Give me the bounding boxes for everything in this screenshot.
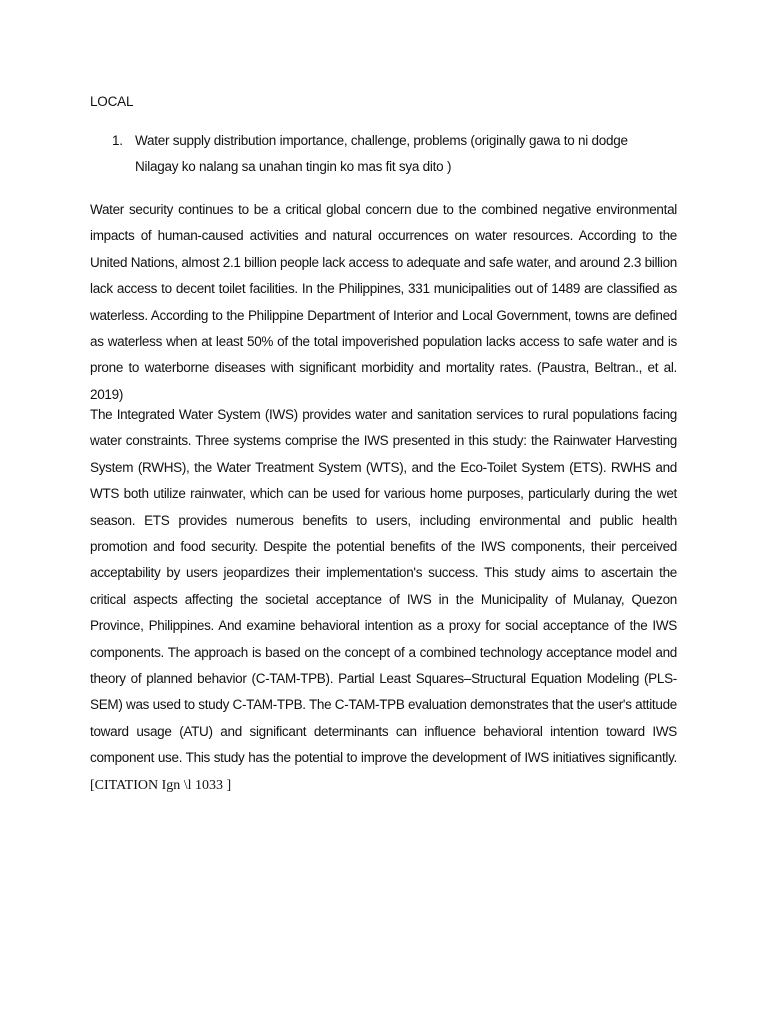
list-item [112, 128, 672, 180]
numbered-list [112, 128, 672, 180]
paragraph-water-security [90, 197, 677, 408]
paragraph-text: The Integrated Water System (IWS) provides water and sanitation services to rural populations facing water constraints. Three systems comprise the IWS presented in this study: the Rainwater Harvesting System (RWHS), the Water Treatment System (WTS), and the Eco-Toilet System (ETS). RWHS and WTS both utilize rainwater, which can be used for various home purposes, particularly during the wet season. ETS provides numerous benefits to users, including environmental and public health promotion and food security. Despite the potential benefits of the IWS components, their perceived acceptability by users jeopardizes their implementation's success. This study aims to ascertain the critical aspects affecting the societal acceptance of IWS in the Municipality of Mulanay, Quezon Province, Philippines. And examine behavioral intention as a proxy for social acceptance of the IWS components. The approach is based on the concept of a combined technology acceptance model and theory of planned behavior (C-TAM-TPB). Partial Least Squares–Structural Equation Modeling (PLS-SEM) was used to study C-TAM-TPB. The C-TAM-TPB evaluation demonstrates that the user's attitude toward usage (ATU) and significant determinants can influence behavioral intention toward IWS component use. This study has the potential to improve the development of IWS initiatives significantly. [90, 407, 677, 766]
list-item-line-1: Water supply distribution importance, challenge, problems (originally gawa to ni dodge [135, 133, 628, 148]
list-item-line-2: Nilagay ko nalang sa unahan tingin ko mas fit sya dito ) [135, 159, 452, 174]
paragraph-text: Water security continues to be a critical global concern due to the combined negative environmental impacts of human-caused activities and natural occurrences on water resources. According to the United Nations, almost 2.1 billion people lack access to adequate and safe water, and around 2.3 billion lack access to decent toilet facilities. In the Philippines, 331 municipalities out of 1489 are classified as waterless. According to the Philippine Department of Interior and Local Government, towns are defined as waterless when at least 50% of the total impoverished population lacks access to safe water and is prone to waterborne diseases with significant morbidity and mortality rates. (Paustra, Beltran., et al. 2019) [90, 202, 677, 402]
citation-field: [CITATION Ign \l 1033 ] [90, 777, 232, 793]
list-item-number: 1. [112, 133, 123, 148]
section-heading: LOCAL [90, 94, 134, 109]
paragraph-integrated-water-system [90, 402, 677, 799]
